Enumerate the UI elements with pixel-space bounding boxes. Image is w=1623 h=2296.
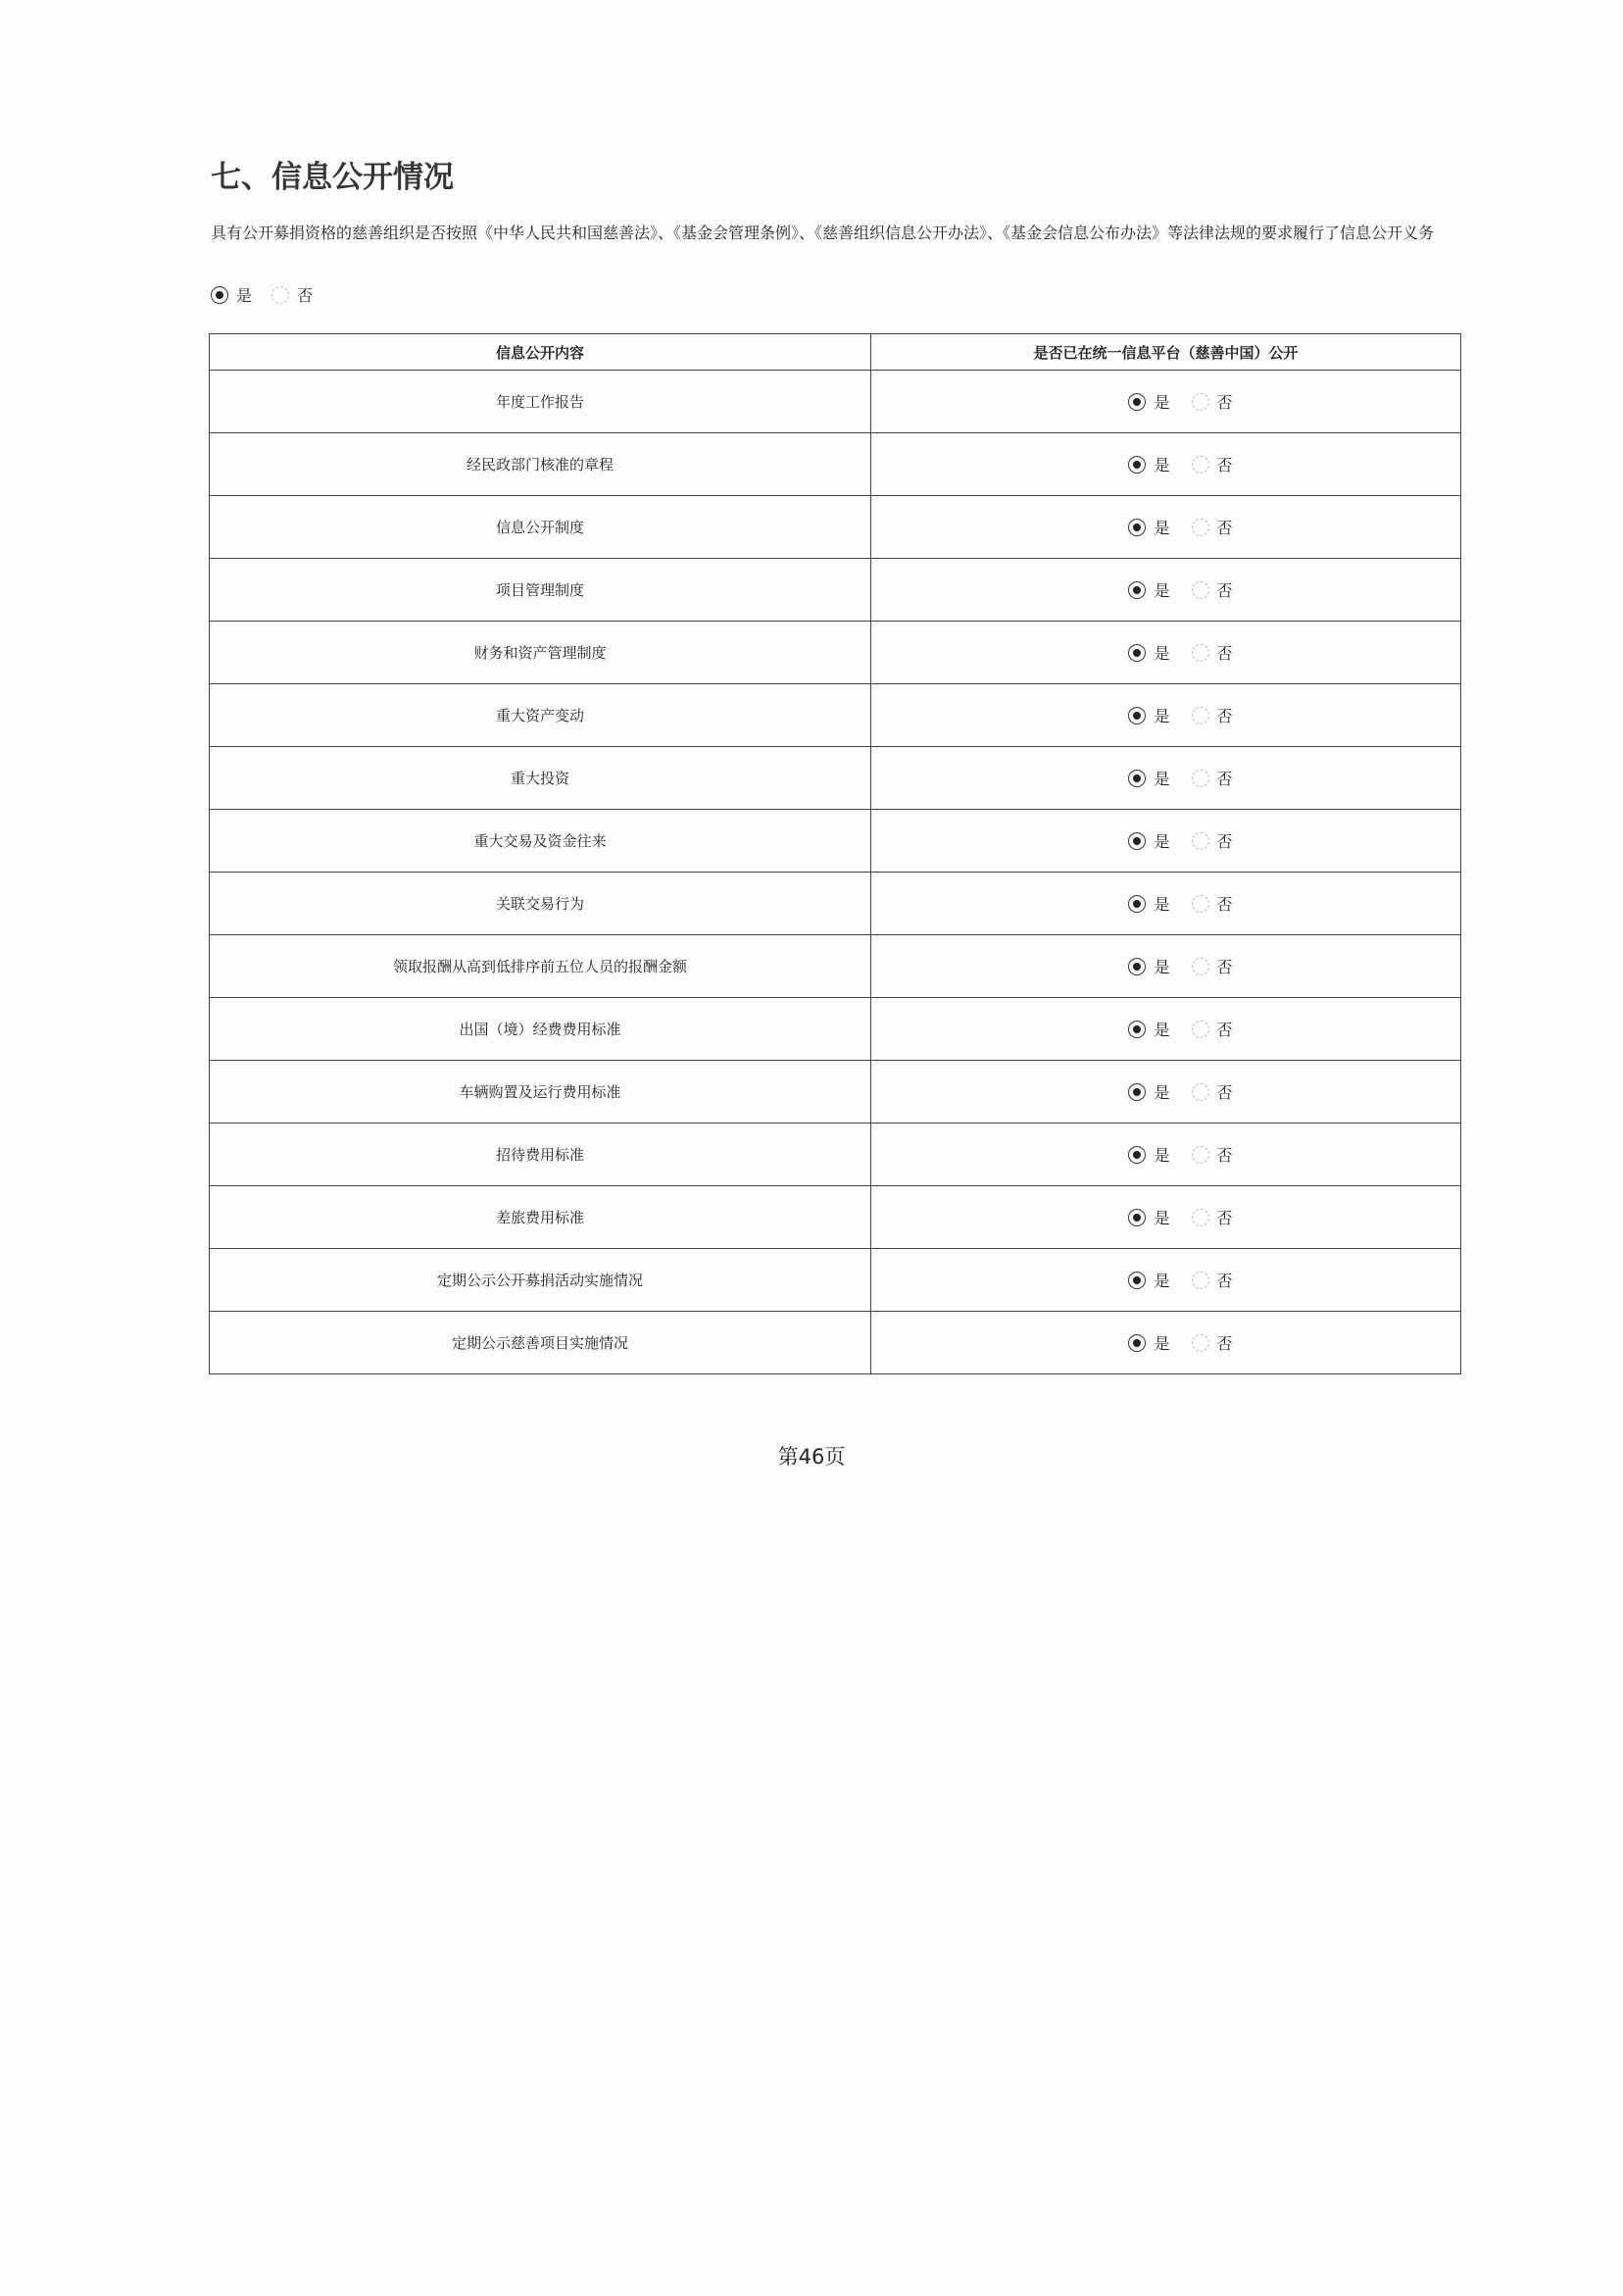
published-cell [871,873,1461,935]
item-label: 项目管理制度 [210,559,871,622]
item-label: 年度工作报告 [210,371,871,433]
radio-no[interactable] [1192,895,1209,913]
radio-no[interactable] [1192,1021,1209,1038]
radio-yes[interactable] [211,286,228,304]
radio-no[interactable] [1192,644,1209,662]
table-row [210,747,1461,810]
radio-no[interactable] [1192,1334,1209,1352]
header-published: 是否已在统一信息平台（慈善中国）公开 [871,334,1461,371]
table-row [210,496,1461,559]
no-label: 否 [297,286,314,305]
radio-no[interactable] [1192,519,1209,536]
radio-no[interactable] [1192,707,1209,724]
published-cell [871,1123,1461,1186]
table-row [210,1249,1461,1312]
yes-label: 是 [1154,1021,1170,1039]
radio-yes[interactable] [1128,1021,1146,1038]
item-label: 定期公示公开募捐活动实施情况 [210,1249,871,1312]
no-label: 否 [1216,644,1233,663]
radio-yes[interactable] [1128,958,1146,975]
published-cell [871,1061,1461,1123]
published-cell [871,684,1461,747]
no-label: 否 [1216,1334,1233,1353]
radio-yes[interactable] [1128,393,1146,411]
table-row [210,559,1461,622]
yes-label: 是 [1154,958,1170,976]
no-label: 否 [1216,393,1233,412]
yes-label: 是 [1154,1272,1170,1290]
item-label: 差旅费用标准 [210,1186,871,1249]
yes-label: 是 [1154,770,1170,788]
radio-no[interactable] [1192,1209,1209,1226]
no-label: 否 [1216,1272,1233,1290]
yes-label: 是 [1154,456,1170,474]
published-cell [871,1186,1461,1249]
radio-yes[interactable] [1128,895,1146,913]
table-row [210,1061,1461,1123]
yes-label: 是 [1154,1146,1170,1165]
item-label: 重大资产变动 [210,684,871,747]
item-label: 关联交易行为 [210,873,871,935]
item-label: 重大交易及资金往来 [210,810,871,873]
radio-yes[interactable] [1128,1334,1146,1352]
table-row [210,873,1461,935]
yes-label: 是 [1154,1334,1170,1353]
radio-no[interactable] [1192,832,1209,850]
table-row [210,433,1461,496]
published-cell [871,371,1461,433]
radio-no[interactable] [1192,958,1209,975]
no-label: 否 [1216,1021,1233,1039]
radio-yes[interactable] [1128,519,1146,536]
item-label: 领取报酬从高到低排序前五位人员的报酬金额 [210,935,871,998]
item-label: 信息公开制度 [210,496,871,559]
question-text: 具有公开募捐资格的慈善组织是否按照《中华人民共和国慈善法》、《基金会管理条例》、《慈善组织信息公开办法》、《基金会信息公布办法》等法律法规的要求履行了信息公开义务 [211,224,1435,242]
yes-label: 是 [236,286,253,305]
published-cell [871,998,1461,1061]
radio-yes[interactable] [1128,832,1146,850]
published-cell [871,810,1461,873]
header-content: 信息公开内容 [210,334,871,371]
yes-label: 是 [1154,1209,1170,1227]
table-row [210,810,1461,873]
table-row [210,998,1461,1061]
yes-label: 是 [1154,832,1170,851]
radio-no[interactable] [1192,393,1209,411]
table-row [210,1312,1461,1374]
item-label: 车辆购置及运行费用标准 [210,1061,871,1123]
no-label: 否 [1216,581,1233,600]
yes-label: 是 [1154,393,1170,412]
no-label: 否 [1216,895,1233,914]
no-label: 否 [1216,1146,1233,1165]
published-cell [871,559,1461,622]
yes-label: 是 [1154,519,1170,537]
radio-no[interactable] [1192,770,1209,787]
radio-yes[interactable] [1128,707,1146,724]
table-row [210,371,1461,433]
yes-label: 是 [1154,707,1170,725]
radio-yes[interactable] [1128,1083,1146,1101]
table-row [210,684,1461,747]
radio-yes[interactable] [1128,581,1146,599]
section-title: 七、信息公开情况 [211,160,454,195]
item-label: 财务和资产管理制度 [210,622,871,684]
no-label: 否 [1216,519,1233,537]
yes-label: 是 [1154,644,1170,663]
item-label: 招待费用标准 [210,1123,871,1186]
yes-label: 是 [1154,581,1170,600]
table-row [210,622,1461,684]
radio-yes[interactable] [1128,456,1146,474]
item-label: 定期公示慈善项目实施情况 [210,1312,871,1374]
radio-no[interactable] [1192,581,1209,599]
radio-yes[interactable] [1128,1209,1146,1226]
item-label: 经民政部门核准的章程 [210,433,871,496]
no-label: 否 [1216,1083,1233,1102]
radio-yes[interactable] [1128,1272,1146,1289]
disclosure-radio-group [211,283,313,306]
radio-yes[interactable] [1128,644,1146,662]
yes-label: 是 [1154,1083,1170,1102]
no-label: 否 [1216,770,1233,788]
radio-no[interactable] [1192,1272,1209,1289]
radio-yes[interactable] [1128,770,1146,787]
table-row [210,1186,1461,1249]
disclosure-table [209,333,1461,1374]
page-number: 第46页 [777,1445,846,1469]
radio-no[interactable] [1192,1083,1209,1101]
no-label: 否 [1216,1209,1233,1227]
published-cell [871,622,1461,684]
item-label: 出国（境）经费费用标准 [210,998,871,1061]
no-label: 否 [1216,456,1233,474]
published-cell [871,747,1461,810]
published-cell [871,1312,1461,1374]
radio-yes[interactable] [1128,1146,1146,1164]
published-cell [871,1249,1461,1312]
published-cell [871,935,1461,998]
no-label: 否 [1216,707,1233,725]
table-row [210,1123,1461,1186]
published-cell [871,433,1461,496]
radio-no[interactable] [1192,1146,1209,1164]
published-cell [871,496,1461,559]
no-label: 否 [1216,958,1233,976]
radio-no[interactable] [1192,456,1209,474]
item-label: 重大投资 [210,747,871,810]
yes-label: 是 [1154,895,1170,914]
table-row [210,935,1461,998]
radio-no[interactable] [271,286,289,304]
no-label: 否 [1216,832,1233,851]
